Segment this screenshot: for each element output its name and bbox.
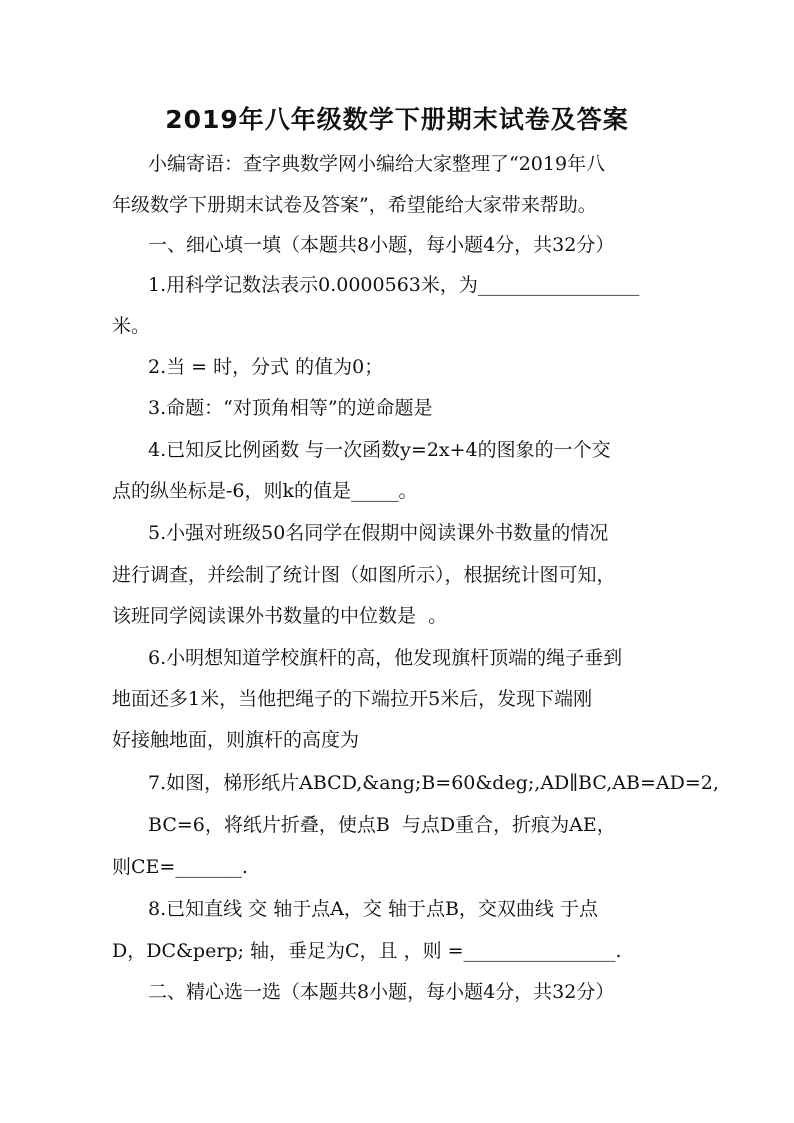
q5-line-2: 进行调查，并绘制了统计图（如图所示），根据统计图可知， — [112, 564, 616, 586]
q8-line-2: D，DC&perp; 轴，垂足为C，且 ，则 =________________. — [112, 940, 622, 962]
q7-line-1: 7.如图，梯形纸片ABCD,&ang;B=60&deg;,AD∥BC,AB=AD=2, — [148, 772, 719, 794]
q8-line-1: 8.已知直线 交 轴于点A，交 轴于点B，交双曲线 于点 — [148, 898, 598, 920]
q4-line-2: 点的纵坐标是-6，则k的值是_____。 — [112, 480, 418, 502]
intro-line-2: 年级数学下册期末试卷及答案”，希望能给大家带来帮助。 — [112, 194, 597, 216]
document-title: 2019年八年级数学下册期末试卷及答案 — [165, 105, 629, 134]
q2-line: 2.当 = 时，分式 的值为0； — [148, 356, 384, 378]
q6-line-3: 好接触地面，则旗杆的高度为 — [112, 729, 360, 751]
q7-line-2: BC=6，将纸片折叠，使点B 与点D重合，折痕为AE， — [148, 814, 616, 836]
q5-line-3: 该班同学阅读课外书数量的中位数是 。 — [112, 605, 448, 627]
q7-line-3: 则CE=_______. — [112, 856, 248, 878]
q1-line-1: 1.用科学记数法表示0.0000563米，为_________________ — [148, 274, 640, 296]
section2-heading: 二、精心选一选（本题共8小题，每小题4分，共32分） — [148, 981, 615, 1003]
q6-line-2: 地面还多1米，当他把绳子的下端拉开5米后，发现下端刚 — [112, 688, 593, 710]
q4-line-1: 4.已知反比例函数 与一次函数y=2x+4的图象的一个交 — [148, 439, 611, 461]
q5-line-1: 5.小强对班级50名同学在假期中阅读课外书数量的情况 — [148, 522, 609, 544]
section1-heading: 一、细心填一填（本题共8小题，每小题4分，共32分） — [148, 234, 615, 256]
q1-line-2: 米。 — [112, 315, 151, 337]
q6-line-1: 6.小明想知道学校旗杆的高，他发现旗杆顶端的绳子垂到 — [148, 647, 623, 669]
intro-line-1: 小编寄语：查字典数学网小编给大家整理了“2019年八 — [148, 153, 606, 175]
q3-line: 3.命题：“对顶角相等”的逆命题是 — [148, 397, 433, 419]
